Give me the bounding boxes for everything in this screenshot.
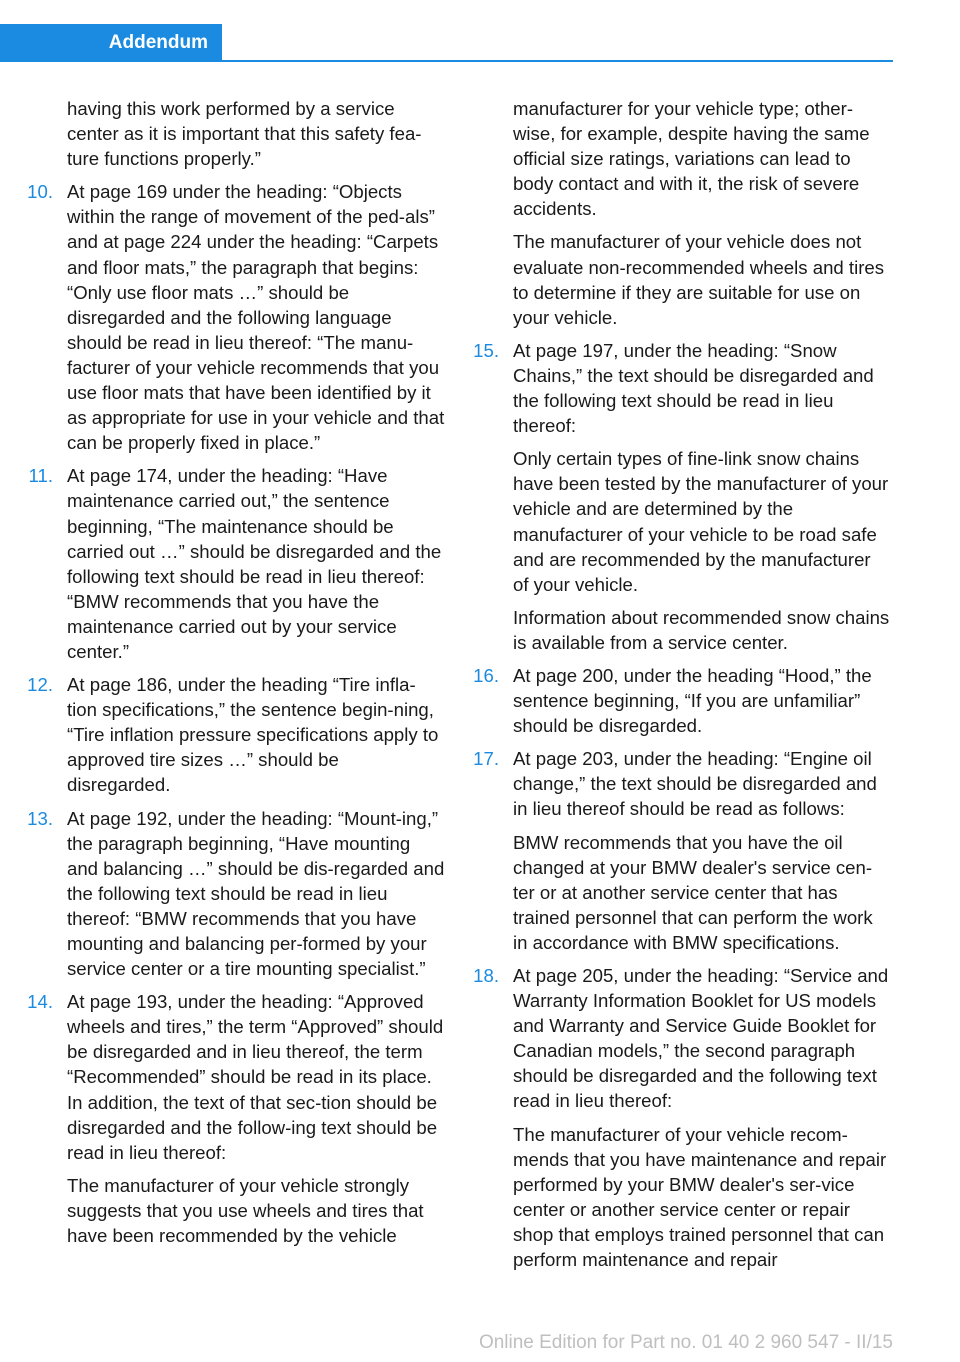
- item-number: 12.: [27, 674, 53, 696]
- item-text: At page 205, under the heading: “Service and Warranty Information Booklet for US models and Warranty and Service Guide Booklet for Canadian models,” the second paragraph should be disregarded and the following text read in lieu thereof:: [513, 965, 889, 1112]
- item-subparagraph: The manufacturer of your vehicle strongly suggests that you use wheels and tires that have been recommended by the vehicle: [67, 1174, 424, 1247]
- item-subparagraph: Only certain types of fine-link snow chains have been tested by the manufacturer of your vehicle and are determined by the manufacturer of your vehicle to be road safe and are recommended by the manufacturer of your vehicle.: [513, 448, 889, 595]
- item-number: 15.: [473, 339, 499, 361]
- item-subparagraph: The manufacturer of your vehicle recom-mends that you have maintenance and repair performed by your BMW dealer's ser-vice center or another service center or repair shop that employs trained personnel that can perform maintenance and repair: [513, 1123, 887, 1271]
- list-item: [27, 672, 445, 797]
- item-text: At page 192, under the heading: “Mount-ing,” the paragraph beginning, “Have mounting and balancing …” should be dis-regarded and the following text should be read in lieu thereof: “BMW recommends that you have mounting and balancing per-formed by your service center or a tire mounting specialist.”: [67, 807, 445, 980]
- item-number: 14.: [27, 991, 53, 1013]
- item-number: 11.: [28, 465, 53, 487]
- continued-paragraph: manufacturer for your vehicle type; other-wise, for example, despite having the same official size ratings, variations can lead to body contact and with it, the risk of severe accidents.: [513, 98, 870, 220]
- item-text: At page 193, under the heading: “Approved wheels and tires,” the term “Approved” should be disregarded and in lieu thereof, the term “Recommended” should be read in its place. In addition, the text of that sec-tion should be disregarded and the follow-ing text should be read in lieu thereof:: [67, 991, 444, 1163]
- list-item: [473, 963, 891, 1114]
- item-number: 13.: [27, 807, 53, 829]
- item-number: 17.: [473, 748, 499, 770]
- header-rule: [0, 60, 893, 62]
- intro-paragraph: having this work performed by a service center as it is important that this safety fea-ture functions properly.”: [67, 98, 422, 170]
- section-title: Addendum: [108, 32, 208, 53]
- item-subparagraph: BMW recommends that you have the oil changed at your BMW dealer's service cen-ter or at another service center that has trained personnel that can perform the work in accordance with BMW specifications.: [513, 831, 873, 953]
- item-subparagraph: Information about recommended snow chains is available from a service center.: [513, 606, 890, 653]
- item-text: At page 197, under the heading: “Snow Chains,” the text should be disregarded and the following text should be read in lieu thereof:: [513, 339, 874, 437]
- list-item: [473, 746, 891, 821]
- list-item: [473, 338, 891, 438]
- item-number: 18.: [473, 965, 499, 986]
- left-column: [27, 96, 445, 1256]
- right-column: [473, 96, 891, 1280]
- section-tab: [0, 24, 222, 62]
- list-item: [27, 806, 445, 982]
- item-text: At page 203, under the heading: “Engine oil change,” the text should be disregarded and in lieu thereof should be read as follows:: [513, 748, 877, 820]
- list-item: [28, 463, 445, 664]
- item-text: At page 174, under the heading: “Have maintenance carried out,” the sentence beginning, “The maintenance should be carried out …” should be disregarded and the following text should be read in lieu thereof: “BMW recommends that you have the maintenance carried out by your service center.”: [67, 465, 442, 662]
- list-item: [27, 179, 445, 455]
- item-text: At page 169 under the heading: “Objects within the range of movement of the ped-als” and at page 224 under the heading: “Carpets and floor mats,” the paragraph that begins: “Only use floor mats …” should be disregarded and the following language should be read in lieu thereof: “The manu-facturer of your vehicle recommends that you use floor mats that have been identified by it as appropriate for use in your vehicle and that can be properly fixed in place.”: [67, 181, 445, 454]
- item-number: 10.: [27, 181, 53, 203]
- item-number: 16.: [473, 664, 499, 686]
- list-item: [27, 989, 445, 1165]
- list-item: [473, 663, 891, 738]
- continued-paragraph: The manufacturer of your vehicle does not evaluate non-recommended wheels and tires to determine if they are suitable for use on your vehicle.: [513, 231, 885, 328]
- item-text: At page 200, under the heading “Hood,” the sentence beginning, “If you are unfamiliar” should be disregarded.: [513, 664, 872, 737]
- footer-edition-text: Online Edition for Part no. 01 40 2 960 547 - II/15: [478, 1332, 893, 1353]
- item-text: At page 186, under the heading “Tire infla-tion specifications,” the sentence begin-ning, “Tire inflation pressure specifications apply to approved tire sizes …” should be disregarded.: [67, 674, 439, 796]
